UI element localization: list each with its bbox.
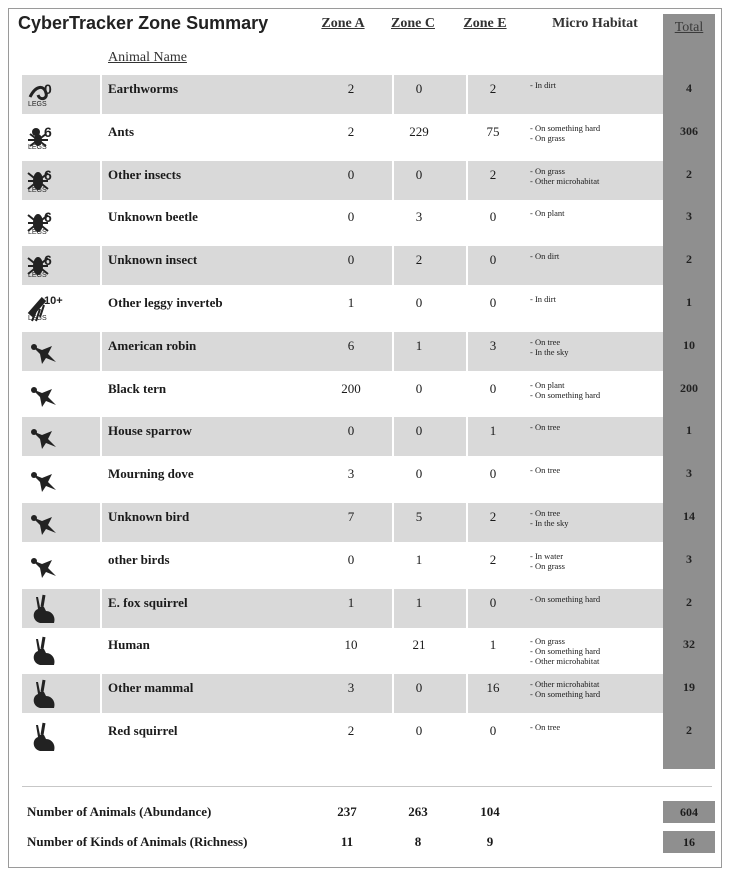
animal-name: Ants [108,124,135,139]
micro-habitat-item: - On tree [530,465,561,475]
bird-icon [26,336,66,368]
micro-habitat-list [530,251,670,261]
richness-label: Number of Kinds of Animals (Richness) [27,834,248,849]
abundance-label: Number of Animals (Abundance) [27,804,212,819]
zone-c-count: 0 [415,381,423,396]
micro-habitat-item: - On plant [530,208,565,218]
micro-habitat-item: - In dirt [530,80,556,90]
table-row [22,674,695,713]
table-row [22,417,692,456]
micro-habitat-list [530,294,670,304]
animal-name: Unknown beetle [108,209,198,224]
animal-name: Black tern [108,381,167,396]
micro-habitat-item: - On something hard [530,123,601,133]
col-header-micro-habitat: Micro Habitat [552,16,638,31]
animal-total: 3 [686,209,692,223]
legs-label: LEGS [28,229,47,236]
zone-a-count: 0 [347,209,355,224]
summary-divider [22,786,712,787]
abundance-zone-c: 263 [408,804,428,819]
col-header-zone-e: Zone E [463,16,507,31]
micro-habitat-list [530,465,670,475]
animal-total: 4 [686,81,692,95]
legs-label: LEGS [28,101,47,108]
zone-e-count: 0 [489,595,497,610]
animal-name: Other leggy inverteb [108,295,223,310]
micro-habitat-item: - Other microhabitat [530,176,600,186]
table-row [22,460,692,499]
zone-a-count: 0 [347,552,355,567]
micro-habitat-item: - On dirt [530,251,560,261]
table-row [22,717,692,756]
micro-habitat-list [530,123,670,143]
animal-total: 306 [680,124,698,138]
micro-habitat-list [530,594,670,604]
bird-icon [26,379,66,411]
zone-e-count: 3 [489,338,497,353]
zone-c-count: 1 [415,338,423,353]
zone-e-count: 0 [489,252,497,267]
micro-habitat-item: - On grass [530,166,565,176]
animal-total: 1 [686,295,692,309]
table-row [22,546,692,585]
table-row [22,118,698,157]
zone-e-count: 0 [489,209,497,224]
legs-label: LEGS [28,187,47,194]
zone-c-count: 2 [415,252,423,267]
table-row [22,503,695,542]
zone-c-count: 21 [412,637,426,652]
micro-habitat-list [530,208,670,218]
zone-a-count: 1 [347,595,355,610]
col-header-total: Total [674,20,704,35]
animal-name: Human [108,637,150,652]
micro-habitat-item: - Other microhabitat [530,656,600,666]
bird-icon [26,550,66,582]
zone-e-count: 2 [489,167,497,182]
zone-a-count: 0 [347,423,355,438]
legs-label: LEGS [28,315,47,322]
zone-e-count: 0 [489,723,497,738]
animal-name: Mourning dove [108,466,194,481]
micro-habitat-item: - On grass [530,561,565,571]
zone-c-count: 0 [415,723,423,738]
micro-habitat-item: - On tree [530,508,561,518]
mammal-icon [26,678,66,710]
legs-label: LEGS [28,272,47,279]
mammal-icon [26,721,66,753]
legs-label: LEGS [28,144,47,151]
zone-c-count: 3 [415,209,423,224]
micro-habitat-list [530,422,670,432]
zone-a-count: 3 [347,680,355,695]
leg-count-badge: 6 [44,209,52,225]
micro-habitat-list [530,337,670,357]
bird-icon [26,464,66,496]
micro-habitat-item: - On tree [530,422,561,432]
richness-zone-e: 9 [486,834,494,849]
zone-e-count: 0 [489,381,497,396]
zone-a-count: 7 [347,509,355,524]
animal-name: Earthworms [108,81,179,96]
zone-e-count: 0 [489,466,497,481]
animal-name: Other insects [108,167,182,182]
animal-total: 2 [686,252,692,266]
zone-a-count: 2 [347,723,355,738]
mammal-icon [26,593,66,625]
animal-total: 32 [683,637,695,651]
page-title: CyberTracker Zone Summary [18,13,269,33]
table-row [22,203,692,242]
table-row [22,246,692,285]
bird-icon [26,507,66,539]
abundance-total: 604 [663,801,715,823]
micro-habitat-list [530,679,670,699]
animal-total: 3 [686,552,692,566]
animal-total: 2 [686,723,692,737]
abundance-zone-a: 237 [337,804,357,819]
zone-e-count: 2 [489,509,497,524]
zone-c-count: 0 [415,167,423,182]
col-header-animal-name: Animal Name [108,50,187,65]
zone-c-count: 0 [415,680,423,695]
mammal-icon [26,635,66,667]
animal-name: Unknown bird [108,509,190,524]
micro-habitat-list [530,508,670,528]
micro-habitat-item: - On grass [530,636,565,646]
zone-c-count: 0 [415,423,423,438]
abundance-zone-e: 104 [480,804,500,819]
micro-habitat-item: - On grass [530,133,565,143]
table-cell-bg [102,118,334,157]
leg-count-badge: 6 [44,167,52,183]
table-row [22,375,698,414]
micro-habitat-item: - In dirt [530,294,556,304]
zone-a-count: 10 [344,637,358,652]
zone-a-count: 2 [347,124,355,139]
micro-habitat-list [530,551,670,571]
micro-habitat-item: - On something hard [530,689,601,699]
animal-name: other birds [108,552,170,567]
table-row [22,161,692,200]
zone-e-count: 0 [489,295,497,310]
micro-habitat-item: - In water [530,551,564,561]
animal-name: Unknown insect [108,252,198,267]
zone-a-count: 200 [341,381,361,396]
zone-a-count: 1 [347,295,355,310]
micro-habitat-item: - On tree [530,722,561,732]
leg-count-badge: 6 [44,124,52,140]
micro-habitat-item: - On something hard [530,646,601,656]
zone-c-count: 1 [415,595,423,610]
micro-habitat-item: - On something hard [530,390,601,400]
animal-total: 19 [683,680,695,694]
zone-c-count: 0 [415,295,423,310]
table-row [22,332,695,371]
zone-c-count: 0 [415,466,423,481]
zone-e-count: 16 [486,680,500,695]
leg-count-badge: 6 [44,252,52,268]
animal-name: American robin [108,338,197,353]
zone-e-count: 2 [489,81,497,96]
zone-a-count: 2 [347,81,355,96]
micro-habitat-list [530,80,670,90]
zone-c-count: 229 [409,124,429,139]
micro-habitat-item: - On something hard [530,594,601,604]
zone-a-count: 0 [347,252,355,267]
richness-zone-c: 8 [414,834,422,849]
micro-habitat-item: - In the sky [530,347,569,357]
animal-total: 2 [686,595,692,609]
richness-zone-a: 11 [340,834,354,849]
col-header-zone-a: Zone A [321,16,365,31]
animal-name: E. fox squirrel [108,595,188,610]
animal-total: 14 [683,509,695,523]
zone-a-count: 6 [347,338,355,353]
zone-e-count: 1 [489,423,497,438]
micro-habitat-list [530,380,670,400]
zone-c-count: 0 [415,81,423,96]
col-header-zone-c: Zone C [391,16,435,31]
micro-habitat-item: - Other microhabitat [530,679,600,689]
leg-count-badge: 10+ [44,295,63,307]
animal-total: 3 [686,466,692,480]
table-row [22,75,692,114]
animal-total: 200 [680,381,698,395]
zone-a-count: 0 [347,167,355,182]
micro-habitat-list [530,722,670,732]
zone-a-count: 3 [347,466,355,481]
animal-total: 1 [686,423,692,437]
animal-name: Other mammal [108,680,194,695]
animal-name: Red squirrel [108,723,178,738]
richness-total: 16 [663,831,715,853]
table-row [22,631,695,670]
bird-icon [26,421,66,453]
micro-habitat-list [530,166,670,186]
micro-habitat-item: - On tree [530,337,561,347]
zone-e-count: 75 [486,124,500,139]
micro-habitat-item: - In the sky [530,518,569,528]
zone-c-count: 1 [415,552,423,567]
zone-e-count: 1 [489,637,497,652]
animal-total: 2 [686,167,692,181]
table-row [22,589,692,628]
leg-count-badge: 0 [44,81,52,97]
table-row [22,289,692,328]
micro-habitat-list [530,636,670,666]
micro-habitat-item: - On plant [530,380,565,390]
zone-e-count: 2 [489,552,497,567]
animal-total: 10 [683,338,695,352]
animal-name: House sparrow [108,423,192,438]
zone-c-count: 5 [415,509,423,524]
